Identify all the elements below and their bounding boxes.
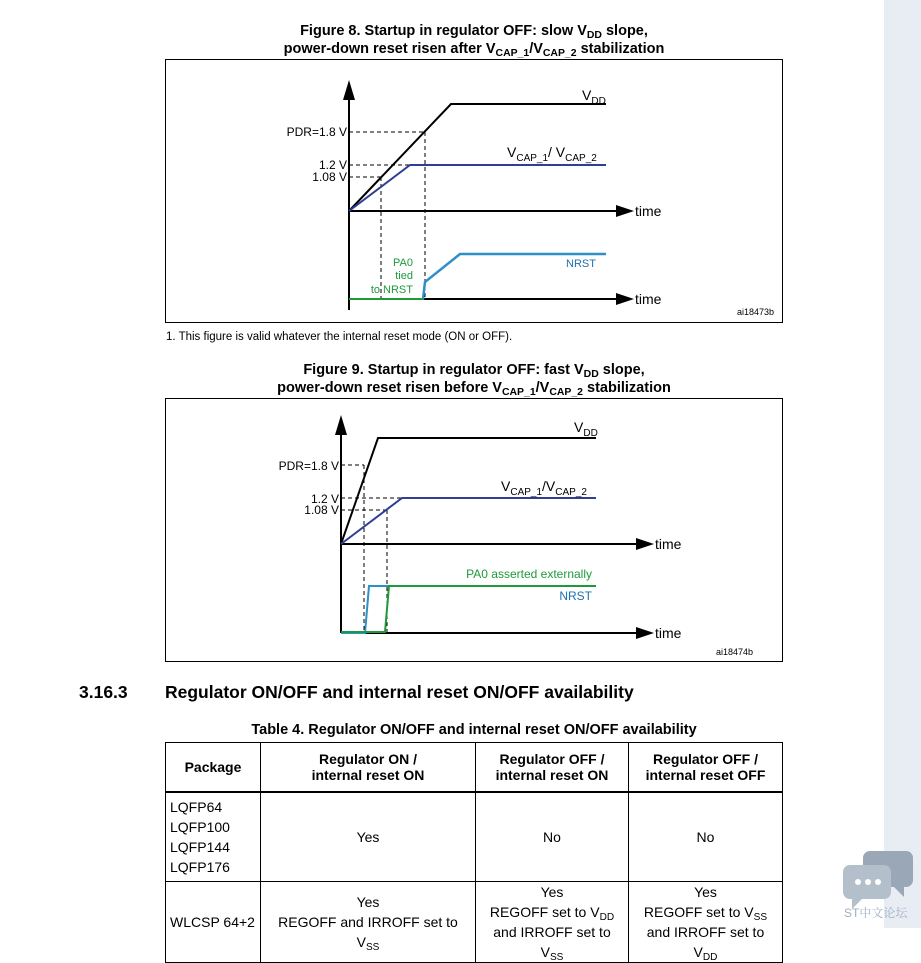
time-label-top: time (655, 536, 682, 552)
table-caption: Table 4. Regulator ON/OFF and internal reset ON/OFF availability (251, 722, 697, 738)
time-axis-top-arrow (636, 538, 654, 550)
nrst-trace (341, 586, 596, 633)
header-regulator-off-reset-off: Regulator OFF / internal reset OFF (629, 743, 783, 793)
figure-9-caption: Figure 9. Startup in regulator OFF: fast $V_{DD}$ slope, power-down reset risen before $V_{CAP\_1}/V_{CAP\_2}$ stabilization (277, 362, 671, 398)
package-cell: LQFP64 LQFP100 LQFP144 LQFP176 (166, 792, 261, 882)
level-1v2-label: 1.2 V (310, 492, 339, 506)
availability-table (165, 742, 783, 963)
level-1v2-label: 1.2 V (318, 158, 347, 172)
table-row (166, 882, 783, 963)
pa0-label-line2: tied (395, 270, 413, 282)
nrst-label: NRST (559, 589, 592, 603)
right-scrollbar-panel[interactable] (884, 0, 921, 928)
level-1v08-label: 1.08 V (304, 503, 339, 517)
header-regulator-on-reset-on: Regulator ON / internal reset ON (261, 743, 476, 793)
pa0-label: PA0 asserted externally (466, 567, 592, 581)
time-label-top: time (635, 203, 662, 219)
figure-ref-id: ai18474b (715, 647, 753, 657)
table-row (166, 792, 783, 882)
time-axis-bottom-arrow (616, 293, 634, 305)
y-axis-arrow (343, 80, 355, 100)
level-1v08-label: 1.08 V (312, 170, 347, 184)
vdd-label: $V_{DD}$ (582, 87, 606, 107)
y-axis-arrow (335, 415, 347, 435)
value-cell: No (476, 792, 629, 882)
figure-ref-id: ai18473b (736, 307, 774, 317)
pdr-label: PDR=1.8 V (278, 459, 339, 473)
watermark-text: ST中文论坛 (844, 906, 908, 920)
value-cell: Yes (261, 792, 476, 882)
pdr-label: PDR=1.8 V (286, 125, 347, 139)
figure-8-diagram (165, 59, 783, 323)
time-axis-top-arrow (616, 205, 634, 217)
pa0-label-line3: to NRST (370, 284, 413, 296)
header-regulator-off-reset-on: Regulator OFF / internal reset ON (476, 743, 629, 793)
pa0-label-line1: PA0 (393, 257, 413, 269)
vcap-label: $V_{CAP\_1}/$ $V_{CAP\_2}$ (507, 144, 597, 164)
value-cell: Yes REGOFF set to $V_{DD}$ and IRROFF set to $V_{SS}$ (476, 882, 629, 963)
nrst-label: NRST (566, 258, 596, 270)
package-cell: WLCSP 64+2 (166, 882, 261, 963)
time-label-bottom: time (655, 625, 682, 641)
figure-9-diagram (165, 398, 783, 662)
figure-note: 1. This figure is valid whatever the internal reset mode (ON or OFF). (166, 331, 513, 343)
table-header-row (166, 743, 783, 793)
section-number: 3.16.3 (79, 682, 128, 702)
value-cell: Yes REGOFF set to $V_{SS}$ and IRROFF set to $V_{DD}$ (629, 882, 783, 963)
pa0-trace (341, 586, 596, 632)
time-axis-bottom-arrow (636, 627, 654, 639)
vdd-label: $V_{DD}$ (574, 419, 598, 439)
time-label-bottom: time (635, 291, 662, 307)
value-cell: Yes REGOFF and IRROFF set to $V_{SS}$ (261, 882, 476, 963)
figure-8-caption: Figure 8. Startup in regulator OFF: slow $V_{DD}$ slope, power-down reset risen after $V_{CAP\_1}/V_{CAP\_2}$ stabilization (283, 23, 665, 59)
vcap-label: $V_{CAP\_1}/V_{CAP\_2}$ (501, 478, 587, 498)
value-cell: No (629, 792, 783, 882)
header-package: Package (166, 743, 261, 793)
vcap-trace (341, 498, 596, 544)
section-heading (79, 682, 634, 703)
section-title: Regulator ON/OFF and internal reset ON/OFF availability (165, 682, 634, 702)
